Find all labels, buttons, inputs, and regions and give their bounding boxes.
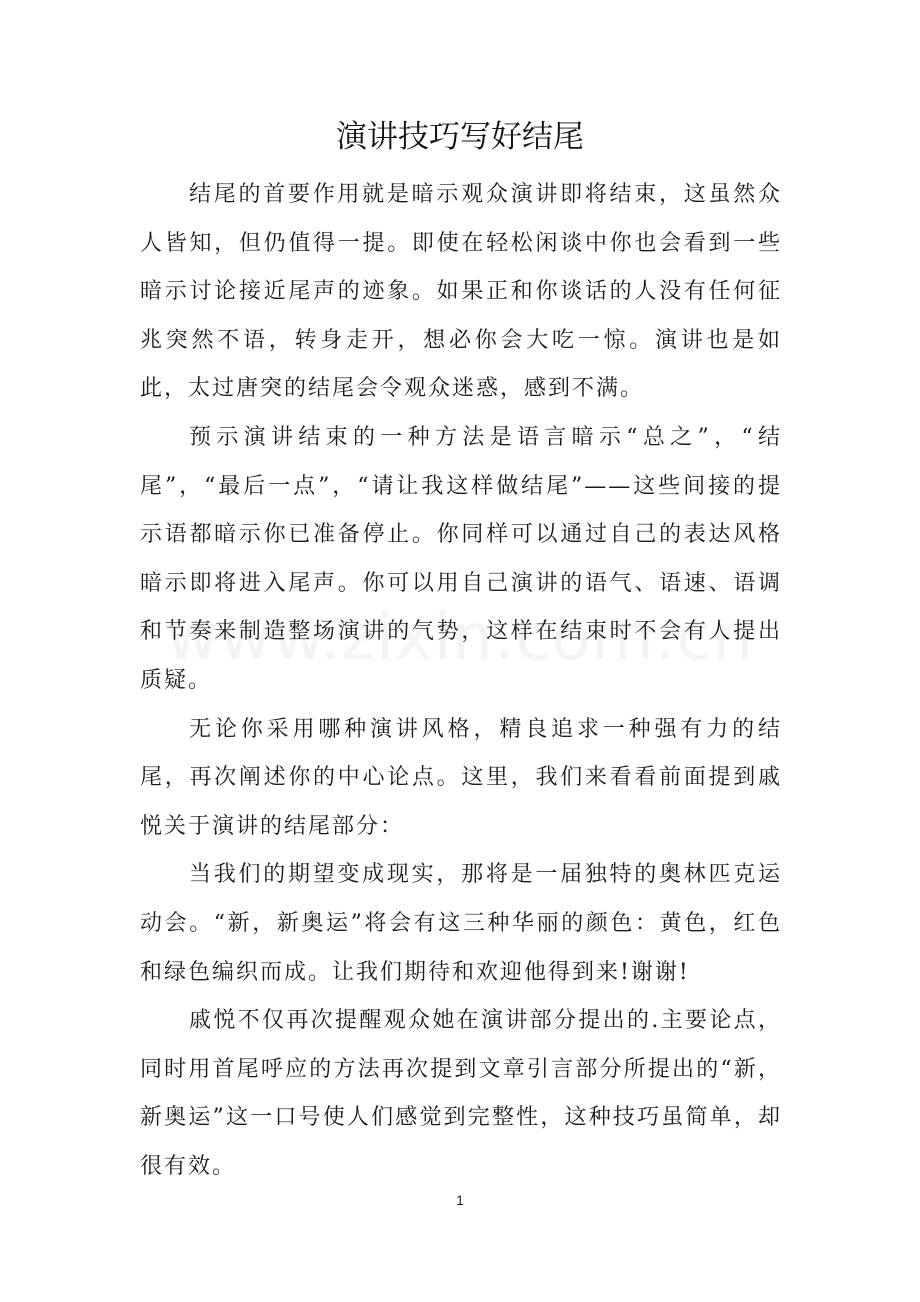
- paragraph-1: 结尾的首要作用就是暗示观众演讲即将结束，这虽然众人皆知，但仍值得一提。即使在轻松闲谈中你也会看到一些暗示讨论接近尾声的迹象。如果正和你谈话的人没有任何征兆突然不语，转身走开，想必你会大吃一惊。演讲也是如此，太过唐突的结尾会令观众迷惑，感到不满。: [140, 182, 782, 402]
- page-number: 1: [456, 1192, 464, 1208]
- paragraph-3: 无论你采用哪种演讲风格，精良追求一种强有力的结尾，再次阐述你的中心论点。这里，我们来看看前面提到戚悦关于演讲的结尾部分：: [140, 716, 782, 839]
- paragraph-4: 当我们的期望变成现实，那将是一届独特的奥林匹克运动会。“新，新奥运”将会有这三种华丽的颜色：黄色，红色和绿色编织而成。让我们期待和欢迎他得到来!谢谢!: [140, 862, 782, 985]
- paragraph-5: 戚悦不仅再次提醒观众她在演讲部分提出的.主要论点，同时用首尾呼应的方法再次提到文章引言部分所提出的“新，新奥运”这一口号使人们感觉到完整性，这种技巧虽简单，却很有效。: [140, 1008, 782, 1179]
- paragraph-2: 预示演讲结束的一种方法是语言暗示“总之”，“结尾”，“最后一点”，“请让我这样做结尾”——这些间接的提示语都暗示你已准备停止。你同样可以通过自己的表达风格暗示即将进入尾声。你可以用自己演讲的语气、语速、语调和节奏来制造整场演讲的气势，这样在结束时不会有人提出质疑。: [140, 424, 782, 693]
- document-title: 演讲技巧写好结尾: [336, 119, 584, 155]
- document-body: [140, 171, 782, 1191]
